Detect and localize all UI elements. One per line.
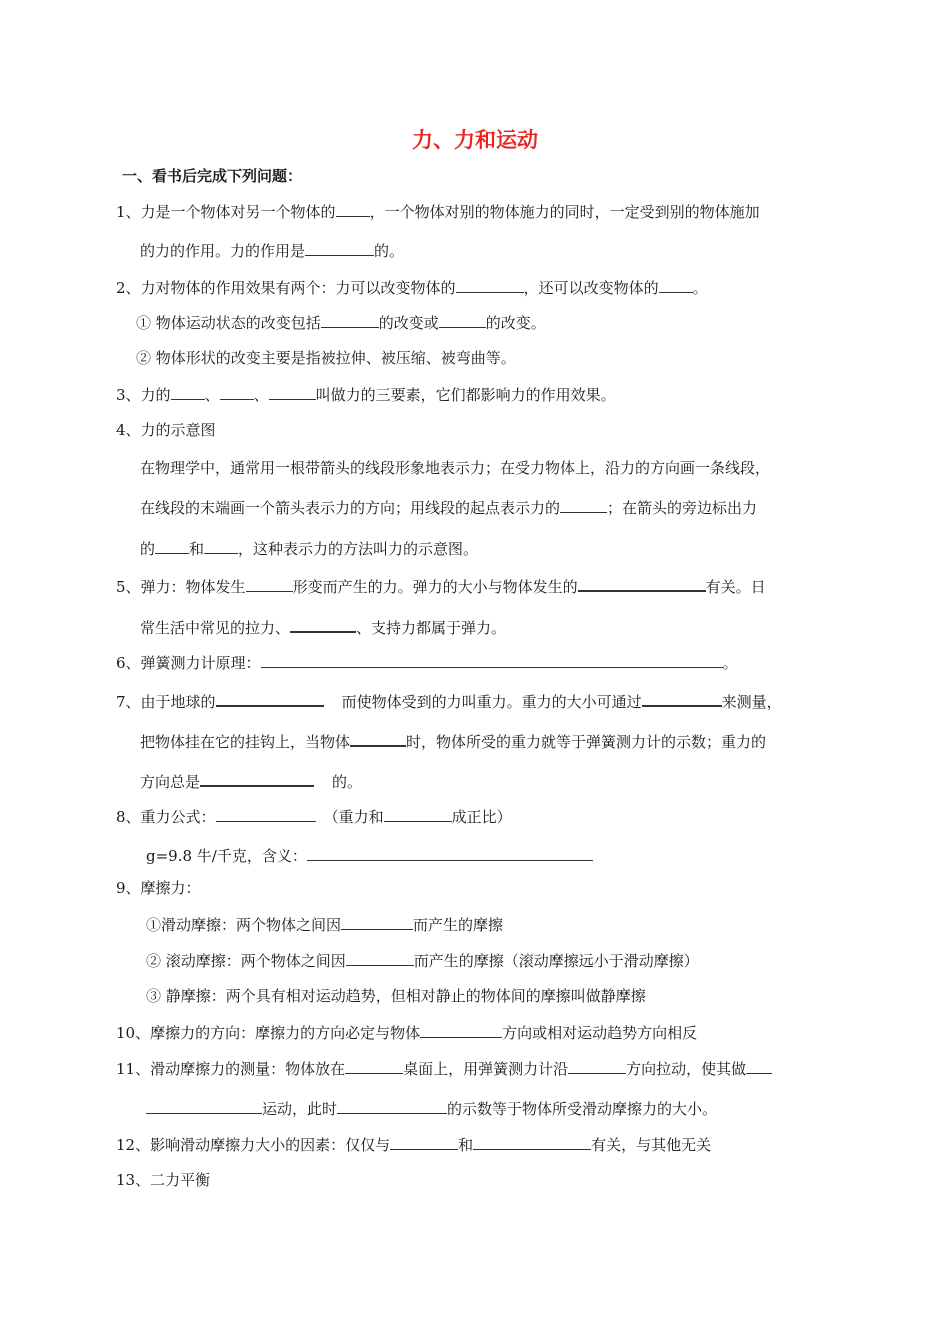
question-text: 有关。日 xyxy=(705,578,766,596)
question-5-continued xyxy=(140,616,506,638)
question-text: 的 xyxy=(140,540,156,558)
question-9-sub-3: ③ 静摩擦：两个具有相对运动趋势，但相对静止的物体间的摩擦叫做静摩擦 xyxy=(146,987,646,1005)
question-text: 而产生的摩擦 xyxy=(413,916,504,934)
answer-blank[interactable] xyxy=(321,312,379,328)
question-11 xyxy=(116,1058,772,1079)
page-title: 力、力和运动 xyxy=(412,128,538,152)
answer-blank[interactable] xyxy=(305,240,374,256)
answer-blank[interactable] xyxy=(456,277,524,293)
answer-blank[interactable] xyxy=(216,690,324,707)
question-4-paragraph-3 xyxy=(140,538,478,559)
question-text: 时，物体所受的重力就等于弹簧测力计的示数；重力的 xyxy=(406,733,767,751)
question-text: 成正比） xyxy=(451,808,512,826)
answer-blank[interactable] xyxy=(659,277,693,293)
question-7-continued-1 xyxy=(140,730,766,752)
answer-blank[interactable] xyxy=(337,1098,447,1114)
answer-blank[interactable] xyxy=(307,845,593,861)
question-2-sub-2: ② 物体形状的改变主要是指被拉伸、被压缩、被弯曲等。 xyxy=(136,349,516,367)
question-8-sub xyxy=(146,845,593,866)
answer-blank[interactable] xyxy=(171,384,205,400)
question-text: 的。 xyxy=(332,773,363,791)
question-text: 在线段的末端画一个箭头表示力的方向；用线段的起点表示力的 xyxy=(140,499,561,517)
answer-blank[interactable] xyxy=(420,1022,502,1038)
answer-blank[interactable] xyxy=(345,1058,403,1074)
question-text: 的。 xyxy=(374,242,405,260)
question-9-sub-2 xyxy=(146,950,699,971)
question-text: 摩擦力： xyxy=(140,879,201,897)
question-text: 滑动摩擦力的测量：物体放在 xyxy=(150,1060,346,1078)
question-6 xyxy=(116,652,738,673)
question-text: 方向拉动，使其做 xyxy=(626,1060,747,1078)
question-5 xyxy=(116,575,766,597)
question-text: 。 xyxy=(722,654,738,672)
question-text: 方向总是 xyxy=(140,773,201,791)
answer-blank[interactable] xyxy=(560,497,607,513)
question-text: 摩擦力的方向：摩擦力的方向必定与物体 xyxy=(150,1024,421,1042)
question-text: ，还可以改变物体的 xyxy=(523,279,659,297)
question-text: 的示数等于物体所受滑动摩擦力的大小。 xyxy=(447,1100,718,1118)
question-text: ，这种表示力的方法叫力的示意图。 xyxy=(238,540,479,558)
answer-blank[interactable] xyxy=(439,312,486,328)
question-text: 方向或相对运动趋势方向相反 xyxy=(502,1024,698,1042)
separator: 、 xyxy=(253,386,269,404)
question-text: 把物体挂在它的挂钩上，当物体 xyxy=(140,733,351,751)
question-1-continued xyxy=(140,240,404,261)
question-3 xyxy=(116,384,616,405)
question-text: 形变而产生的力。弹力的大小与物体发生的 xyxy=(292,578,578,596)
answer-blank[interactable] xyxy=(350,730,406,747)
answer-blank[interactable] xyxy=(220,384,254,400)
question-text: g=9.8 牛/千克，含义： xyxy=(146,847,307,865)
question-text: 力的 xyxy=(140,386,171,404)
answer-blank[interactable] xyxy=(473,1134,591,1150)
question-text: 弹簧测力计原理： xyxy=(140,654,261,672)
question-text: 、支持力都属于弹力。 xyxy=(356,619,507,637)
question-number: 13、 xyxy=(116,1171,151,1189)
question-number: 12、 xyxy=(116,1136,151,1154)
answer-blank[interactable] xyxy=(146,1098,262,1114)
answer-blank[interactable] xyxy=(336,201,370,217)
question-9-sub-1 xyxy=(146,914,503,935)
question-text: ② 滚动摩擦：两个物体之间因 xyxy=(146,952,346,970)
question-7 xyxy=(116,690,782,712)
question-10 xyxy=(116,1022,697,1043)
question-2-sub-1 xyxy=(136,312,546,333)
question-number: 3、 xyxy=(116,386,141,404)
question-text: 的改变。 xyxy=(485,314,546,332)
question-number: 8、 xyxy=(116,808,141,826)
answer-blank[interactable] xyxy=(390,1134,458,1150)
question-text: 而产生的摩擦（滚动摩擦远小于滑动摩擦） xyxy=(413,952,699,970)
answer-blank[interactable] xyxy=(269,384,316,400)
separator: 、 xyxy=(204,386,220,404)
question-text: ；在箭头的旁边标 xyxy=(607,499,728,517)
question-number: 6、 xyxy=(116,654,141,672)
answer-blank[interactable] xyxy=(341,914,413,930)
question-text: 和 xyxy=(458,1136,474,1154)
answer-blank[interactable] xyxy=(204,538,238,554)
question-text: 出力 xyxy=(727,499,758,517)
question-11-continued xyxy=(146,1098,717,1119)
question-text: 而使物体受到的力叫重力。重力的大小可通过 xyxy=(341,693,642,711)
question-number: 7、 xyxy=(116,693,141,711)
question-text: （重力和 xyxy=(323,808,384,826)
question-text: 来测量， xyxy=(721,693,782,711)
answer-blank[interactable] xyxy=(290,616,356,633)
question-number: 10、 xyxy=(116,1024,151,1042)
answer-blank[interactable] xyxy=(155,538,189,554)
answer-blank[interactable] xyxy=(568,1058,626,1074)
question-text: 弹力：物体发生 xyxy=(140,578,246,596)
question-4 xyxy=(116,420,216,440)
question-text: 由于地球的 xyxy=(140,693,216,711)
question-text: 常生活中常见的拉力、 xyxy=(140,619,291,637)
answer-blank[interactable] xyxy=(200,770,314,787)
answer-blank[interactable] xyxy=(746,1058,772,1074)
question-1 xyxy=(116,201,760,222)
answer-blank[interactable] xyxy=(216,806,316,822)
question-text: 二力平衡 xyxy=(150,1171,211,1189)
question-number: 9、 xyxy=(116,879,141,897)
answer-blank[interactable] xyxy=(246,576,293,592)
answer-blank[interactable] xyxy=(346,950,414,966)
question-text: ①滑动摩擦：两个物体之间因 xyxy=(146,916,342,934)
question-8 xyxy=(116,806,512,827)
answer-blank[interactable] xyxy=(261,652,723,668)
question-text: 的力的作用。力的作用是 xyxy=(140,242,306,260)
answer-blank[interactable] xyxy=(384,806,452,822)
question-text: 运动，此时 xyxy=(262,1100,338,1118)
question-text: 桌面上，用弹簧测力计沿 xyxy=(403,1060,569,1078)
answer-blank[interactable] xyxy=(578,575,706,592)
question-text: 影响滑动摩擦力大小的因素：仅仅与 xyxy=(150,1136,391,1154)
section-heading: 一、看书后完成下列问题： xyxy=(122,167,303,185)
question-text: 和 xyxy=(189,540,205,558)
question-text: ① 物体运动状态的改变包括 xyxy=(136,314,321,332)
question-number: 2、 xyxy=(116,279,141,297)
question-text: 的改变或 xyxy=(378,314,439,332)
question-text: 力对物体的作用效果有两个：力可以改变物体的 xyxy=(140,279,456,297)
question-12 xyxy=(116,1134,711,1155)
question-text: 有关，与其他无关 xyxy=(591,1136,712,1154)
question-text: 叫做力的三要素，它们都影响力的作用效果。 xyxy=(315,386,616,404)
question-number: 11、 xyxy=(116,1060,151,1078)
question-4-paragraph-2 xyxy=(140,497,757,518)
question-text: 力的示意图 xyxy=(140,421,216,439)
answer-blank[interactable] xyxy=(642,690,722,707)
question-number: 5、 xyxy=(116,578,141,596)
question-9 xyxy=(116,878,201,898)
question-text: 力是一个物体对另一个物体的 xyxy=(140,203,336,221)
question-text: 。 xyxy=(692,279,708,297)
question-text: ，一个物体对别的物体施力的同时，一定受到别的物体施加 xyxy=(369,203,760,221)
question-number: 1、 xyxy=(116,203,141,221)
question-2 xyxy=(116,277,708,298)
question-4-paragraph-1: 在物理学中，通常用一根带箭头的线段形象地表示力；在受力物体上，沿力的方向画一条线段， xyxy=(140,459,771,477)
question-text: 重力公式： xyxy=(140,808,216,826)
question-13 xyxy=(116,1170,210,1190)
question-7-continued-2 xyxy=(140,770,362,792)
question-number: 4、 xyxy=(116,421,141,439)
